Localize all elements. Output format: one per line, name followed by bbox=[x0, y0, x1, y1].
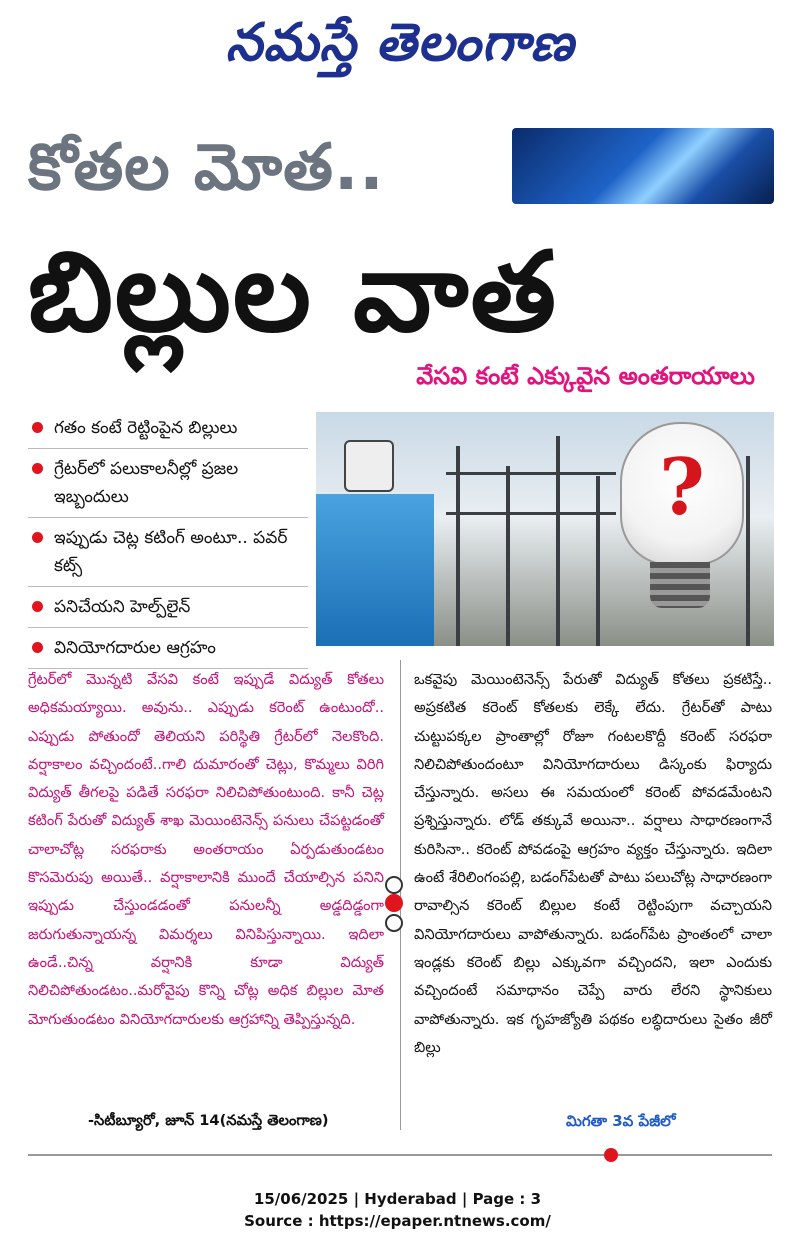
bullet-text: వినియోగదారుల ఆగ్రహం bbox=[54, 638, 216, 658]
bottom-rule bbox=[28, 1154, 772, 1156]
masthead-title: నమస్తే తెలంగాణ bbox=[225, 13, 575, 73]
subheadline: వేసవి కంటే ఎక్కువైన అంతరాయాలు bbox=[416, 362, 755, 390]
continued-note: మిగతా 3వ పేజీలో bbox=[566, 1112, 676, 1130]
headline-kicker: కోతల మోత.. bbox=[28, 131, 385, 205]
bullet-item bbox=[28, 518, 308, 587]
question-bulb-icon: ? bbox=[620, 422, 744, 566]
byline: -సిటీబ్యూరో, జూన్ 14(నమస్తే తెలంగాణ) bbox=[88, 1112, 329, 1129]
bullet-dot-icon bbox=[32, 601, 43, 612]
lightning-image bbox=[512, 128, 774, 204]
headline-main: బిల్లుల వాత bbox=[28, 228, 559, 356]
bullet-item bbox=[28, 449, 308, 518]
substation-photo bbox=[316, 412, 774, 646]
bullet-text: గతం కంటే రెట్టింపైన బిల్లులు bbox=[54, 418, 238, 438]
footer-date-line: 15/06/2025 | Hyderabad | Page : 3 bbox=[253, 1190, 542, 1208]
article-column-right: ఒకవైపు మెయింటెనెన్స్ పేరుతో విద్యుత్ కోతలు ప్రకటిస్తే.. అప్రకటిత కరెంట్ కోతలకు లెక్కే లేదు. గ్రేటర్‌తో పాటు చుట్టుపక్కల ప్రాంతాల్లో రోజూ గంటలకొద్దీ కరెంట్ సరఫరా నిలిచిపోతుందంటూ వినియోగదారులు డిస్కంకు ఫిర్యాదు చేస్తున్నారు. అసలు ఈ సమయంలో కరెంట్ పోవడమేంటని ప్రశ్నిస్తున్నారు. లోడ్ తక్కువే అయినా.. వర్షాలు సాధారణంగానే కురిసినా.. కరెంట్ పోవడంపై ఆగ్రహం వ్యక్తం చేస్తున్నారు. ఇదిలా ఉంటే శేరిలింగంపల్లి, బడంగ్‌పేటతో పాటు పలుచోట్ల సాధారణంగా రావాల్సిన కరెంట్ బిల్లుల కంటే రెట్టింపుగా వచ్చాయని వినియోగదారులు వాపోతున్నారు. బడంగ్‌పేట ప్రాంతంలో చాలా ఇండ్లకు కరెంట్ బిల్లు ఎక్కువగా వచ్చిందని, ఇలా ఎందుకు వచ్చిందంటే సమాధానం చెప్పే వారు లేరని స్థానికులు వాపోతున్నారు. ఇక గృహజ్యోతి పథకం లబ్ధిదారులు సైతం జీరో బిల్లు bbox=[414, 671, 772, 1056]
bullet-item bbox=[28, 628, 308, 669]
bullet-text: గ్రేటర్‌లో పలుకాలనీల్లో ప్రజల ఇబ్బందులు bbox=[54, 459, 239, 507]
bill-card-image bbox=[316, 494, 434, 646]
highlight-bullets bbox=[28, 408, 308, 669]
bullet-item bbox=[28, 587, 308, 628]
bullet-dot-icon bbox=[32, 642, 43, 653]
bullet-item bbox=[28, 408, 308, 449]
column-divider bbox=[400, 660, 401, 1130]
bullet-text: పనిచేయని హెల్ప్‌లైన్ bbox=[54, 597, 191, 617]
bulb-base bbox=[650, 562, 710, 608]
bullet-dot-icon bbox=[32, 463, 43, 474]
ornament-circle-icon bbox=[385, 894, 403, 912]
ornament-circle-icon bbox=[385, 914, 403, 932]
bullet-dot-icon bbox=[32, 422, 43, 433]
footer-source-line: Source : https://epaper.ntnews.com/ bbox=[244, 1212, 551, 1230]
bullet-dot-icon bbox=[32, 532, 43, 543]
rule-dot-icon bbox=[604, 1148, 618, 1162]
electric-meter-icon bbox=[344, 440, 394, 492]
ornament-circle-icon bbox=[385, 876, 403, 894]
article-column-left: గ్రేటర్‌లో మొన్నటి వేసవి కంటే ఇప్పుడే విద్యుత్ కోతలు అధికమయ్యాయి. అవును.. ఎప్పుడు కరెంట్ ఉంటుందో.. ఎప్పుడు పోతుందో తెలియని పరిస్థితి గ్రేటర్‌లో నెలకొంది. వర్షాకాలం వచ్చిందంటే..గాలి దుమారంతో చెట్లు, కొమ్మలు విరిగి విద్యుత్ తీగలపై పడితే సరఫరా నిలిచిపోతుంటుంది. కానీ చెట్ల కటింగ్ పేరుతో విద్యుత్ శాఖ మెయింటెనెన్స్ పనులు చేపట్టడంతో చాలాచోట్ల సరఫరాకు అంతరాయం ఏర్పడుతుండటం కొసమెరుపు అయితే.. వర్షాకాలానికి ముందే చేయాల్సిన పనిని ఇప్పుడు చేస్తుండడంతో పనులన్నీ అడ్డదిడ్డంగా జరుగుతున్నాయన్న విమర్శలు వినిపిస్తున్నాయి. ఇదిలా ఉండే..చిన్న వర్షానికి కూడా విద్యుత్ నిలిచిపోతుండటం..మరోవైపు కొన్ని చోట్ల అధిక బిల్లుల మోత మోగుతుండటం వినియోగదారులకు ఆగ్రహాన్ని తెప్పిస్తున్నది. bbox=[28, 671, 384, 1028]
bullet-text: ఇప్పుడు చెట్ల కటింగ్ అంటూ.. పవర్ కట్స్ bbox=[54, 528, 288, 576]
